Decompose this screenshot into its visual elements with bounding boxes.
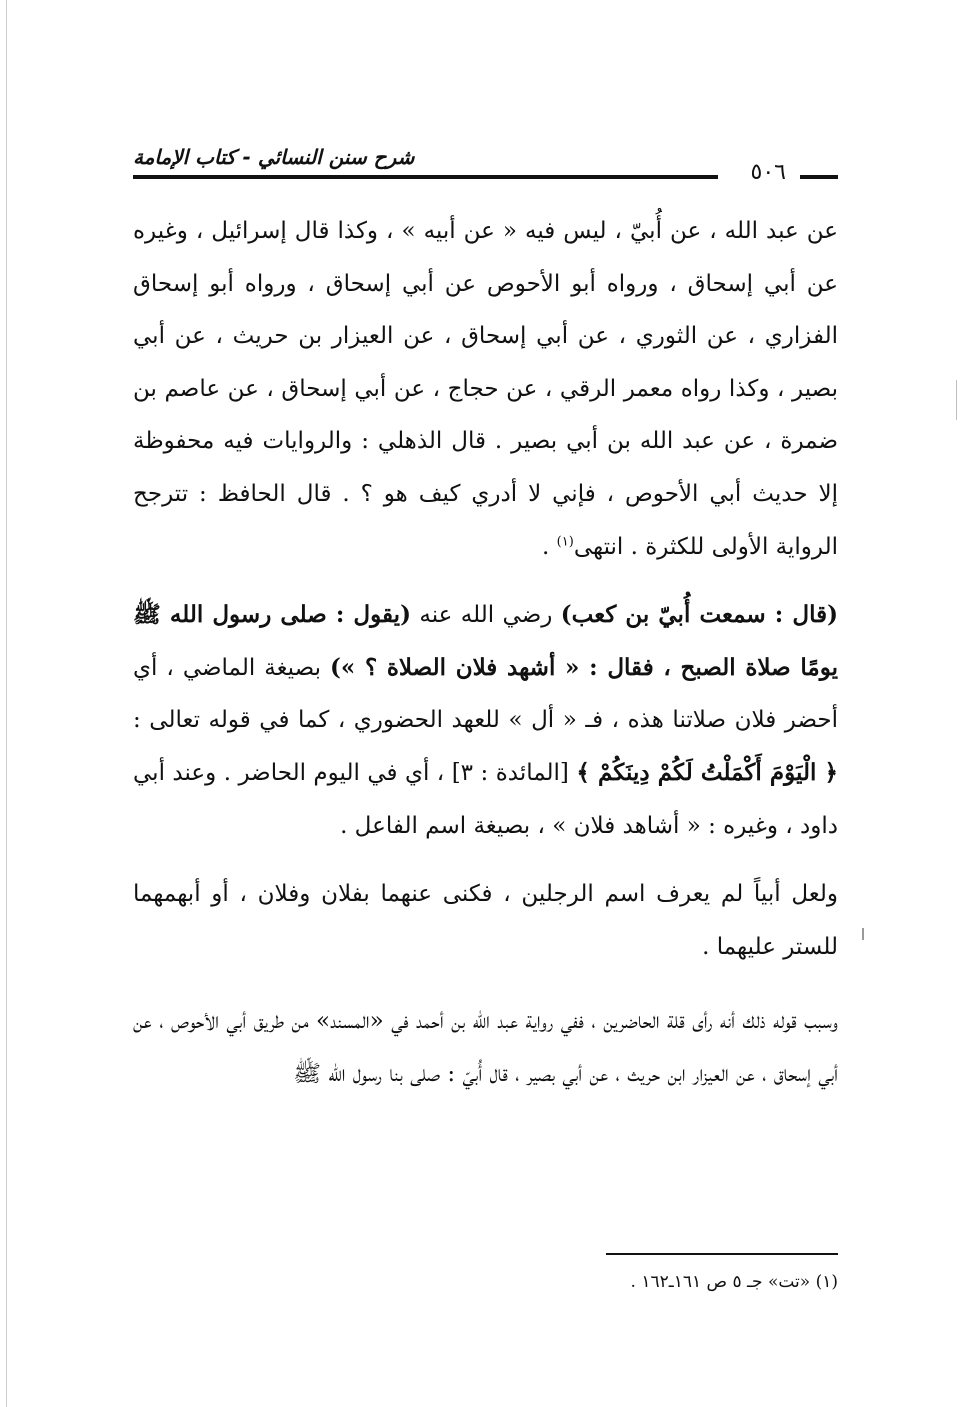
paragraph-2: [133, 589, 838, 852]
header-rule-short: [800, 175, 838, 179]
main-text: [133, 205, 838, 1101]
paragraph-2-text-1: رضي الله عنه: [410, 602, 561, 629]
header-rule: [133, 175, 718, 179]
paragraph-2-text-2: بصيغة الماضي ، أي أحضر فلان صلاتنا هذه ، فـ « أل » للعهد الحضوري ، كما في قوله تعالى :: [133, 654, 838, 734]
quran-verse: ﴿ الْيَوْمَ أَكْمَلْتُ لَكُمْ دِينَكُمْ ﴾: [576, 758, 838, 786]
running-title: شرح سنن النسائي - كتاب الإمامة: [133, 145, 415, 169]
footnote-separator: [606, 1253, 838, 1255]
scan-edge-mark: [956, 380, 957, 420]
paragraph-1: [133, 205, 838, 573]
scan-edge-line: [6, 0, 7, 1407]
hadith-text-2: (يقول : صلى رسول الله ﷺ يومًا صلاة الصبح ، فقال : « أشهد فلان الصلاة ؟ »): [133, 601, 838, 681]
hadith-text-1: (قال : سمعت أُبيّ بن كعب): [560, 601, 839, 629]
scan-margin-mark: [862, 928, 864, 940]
footnote: (١) «تت» جـ ٥ ص ١٦١ـ١٦٢ .: [630, 1272, 838, 1292]
paragraph-1-end: .: [542, 533, 557, 560]
paragraph-2-text-3: [المائدة : ٣] ، أي في اليوم الحاضر . وعند أبي داود ، وغيره : « أشاهد فلان » ، بصيغة اسم الفاعل .: [133, 759, 838, 839]
page-number: ٥٠٦: [750, 160, 786, 185]
page-header: [133, 138, 838, 188]
footnote-reference: (١): [556, 533, 574, 549]
paragraph-3: ولعل أبياً لم يعرف اسم الرجلين ، فكنى عنهما بفلان وفلان ، أو أبهمهما للستر عليهما .: [133, 881, 838, 960]
paragraph-1-text: عن عبد الله ، عن أُبيّ ، ليس فيه « عن أبيه » ، وكذا قال إسرائيل ، وغيره عن أبي إسحاق ، ورواه أبو الأحوص عن أبي إسحاق ، ورواه أبو إسحاق الفزاري ، عن الثوري ، عن أبي إسحاق ، عن العيزار بن حريث ، عن أبي بصير ، وكذا رواه معمر الرقي ، عن حجاج ، عن أبي إسحاق ، عن عاصم بن ضمرة ، عن عبد الله بن أبي بصير . قال الذهلي : والروايات فيه محفوظة إلا حديث أبي الأحوص ، فإني لا أدري كيف هو ؟ . قال الحافظ : تترجح الرواية الأولى للكثرة . انتهى: [133, 218, 838, 560]
paragraph-4: وسبب قوله ذلك أنه رأى قلة الحاضرين ، ففي رواية عبد الله بن أحمد في «المسند» من طريق أبي الأحوص ، عن أبي إسحاق ، عن العيزار ابن حريث ، عن أبي بصير ، قال أُبيّ : صلى بنا رسول الله ﷺ: [133, 1008, 838, 1087]
